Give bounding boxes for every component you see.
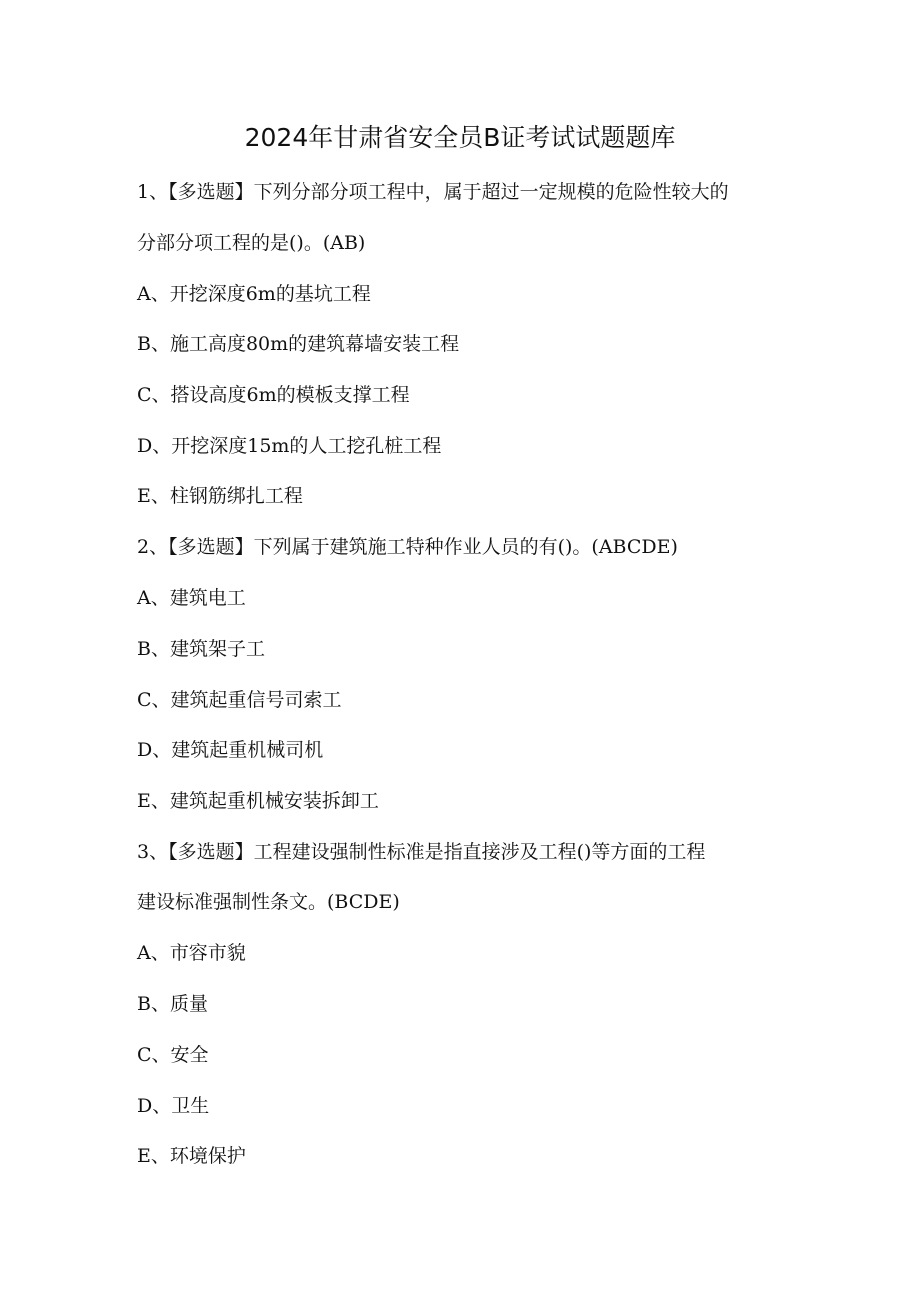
q1-stem-line-2: 分部分项工程的是()。(AB) [137,232,366,254]
q3-option-c: C、安全 [137,1044,209,1066]
q3-option-b: B、质量 [137,993,208,1015]
q3-stem-line-2: 建设标准强制性条文。(BCDE) [137,891,400,913]
q1-option-c: C、搭设高度6m的模板支撑工程 [137,384,410,406]
q1-option-a: A、开挖深度6m的基坑工程 [137,283,371,305]
q2-option-a: A、建筑电工 [137,587,246,609]
q3-stem-line-1: 3、【多选题】工程建设强制性标准是指直接涉及工程()等方面的工程 [137,841,706,863]
q2-option-c: C、建筑起重信号司索工 [137,689,342,711]
q1-option-d: D、开挖深度15m的人工挖孔桩工程 [137,435,442,457]
document-title: 2024年甘肃省安全员B证考试试题题库 [244,123,676,152]
q3-option-e: E、环境保护 [137,1145,246,1167]
q2-stem-line-1: 2、【多选题】下列属于建筑施工特种作业人员的有()。(ABCDE) [137,536,678,558]
q3-option-a: A、市容市貌 [137,942,246,964]
q1-option-e: E、柱钢筋绑扎工程 [137,485,303,507]
q1-option-b: B、施工高度80m的建筑幕墙安装工程 [137,333,460,355]
q3-option-d: D、卫生 [137,1095,210,1117]
q2-option-d: D、建筑起重机械司机 [137,739,324,761]
q2-option-b: B、建筑架子工 [137,638,265,660]
q2-option-e: E、建筑起重机械安装拆卸工 [137,790,379,812]
q1-stem-line-1: 1、【多选题】下列分部分项工程中，属于超过一定规模的危险性较大的 [137,181,729,203]
